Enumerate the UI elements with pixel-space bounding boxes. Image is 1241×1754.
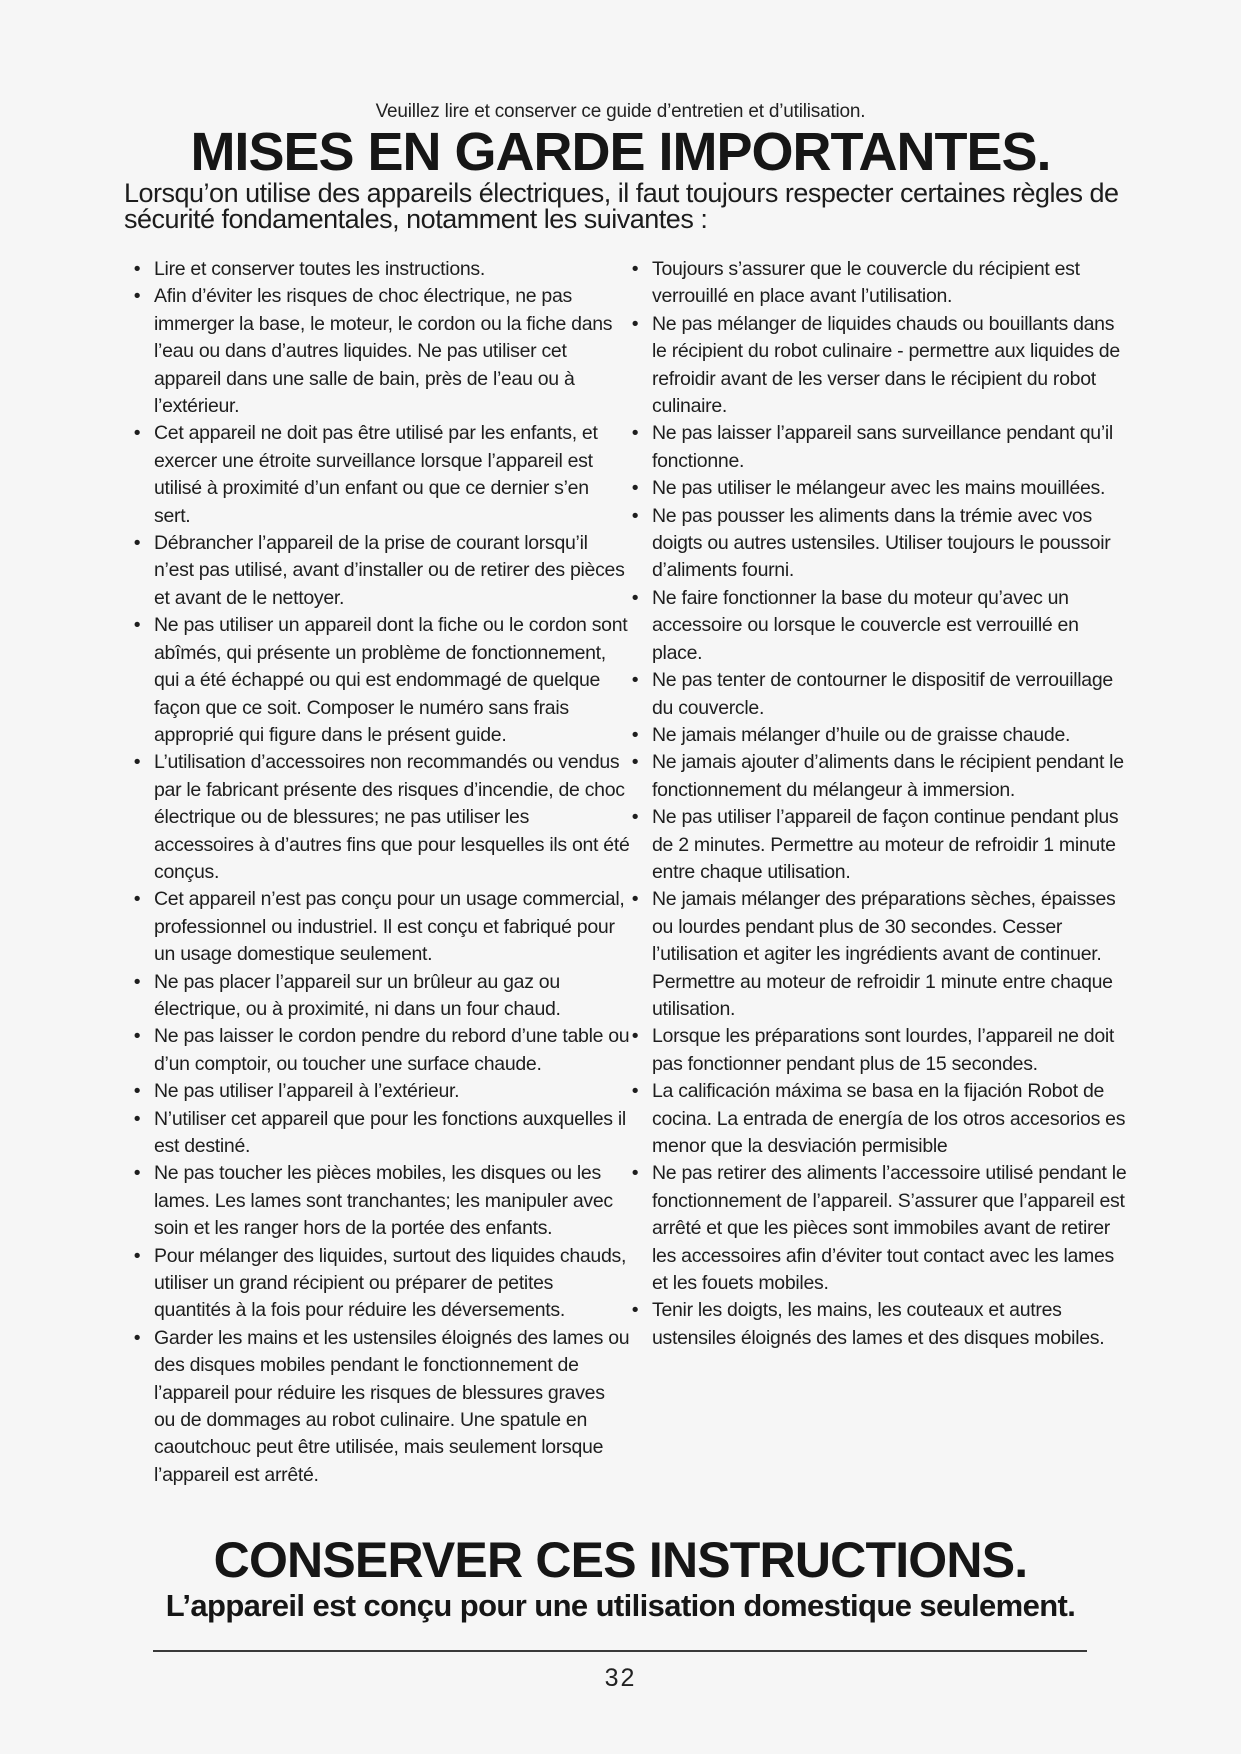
list-item-text: Lire et conserver toutes les instructions. [154,258,485,280]
bullet-icon: • [133,1080,141,1103]
left-safety-list [130,256,630,1489]
list-item-text: Ne pas retirer des aliments l’accessoire utilisé pendant le fonctionnement de l’appareil. S’assurer que l’appareil est arrêté et que les pièces sont immobiles avant de retirer les accessoires afin d’éviter tout contact avec les lames et les fouets mobiles. [652,1162,1127,1295]
list-item [130,749,630,886]
bullet-icon: • [133,258,141,280]
list-item-text: Ne pas utiliser l’appareil à l’extérieur. [154,1080,460,1103]
list-item [130,969,630,1024]
bullet-icon: • [631,1025,639,1048]
bullet-icon: • [133,285,141,308]
list-item [628,1023,1128,1078]
list-item [628,503,1128,585]
list-item-text: Cet appareil n’est pas conçu pour un usage commercial, professionnel ou industriel. Il est conçu et fabriqué pour un usage domestique seulement. [154,888,625,966]
list-item-text: La calificación máxima se basa en la fijación Robot de cocina. La entrada de energía de los otros accesorios es menor que la desviación permisible [652,1080,1126,1157]
list-item-text: Ne jamais mélanger des préparations sèches, épaisses ou lourdes pendant plus de 30 secondes. Cesser l’utilisation et agiter les ingrédients avant de continuer. Permettre au moteur de refroidir 1 minute entre chaque utilisation. [652,888,1116,1020]
list-item-text: Ne pas utiliser un appareil dont la fiche ou le cordon sont abîmés, qui présente un problème de fonctionnement, qui a été échappé ou qui est endommagé de quelque façon que ce soit. Composer le numéro sans frais approprié qui figure dans le présent guide. [154,614,628,746]
list-item [130,283,630,420]
list-item-text: Ne pas mélanger de liquides chauds ou bouillants dans le récipient du robot culinaire - permettre aux liquides de refroidir avant de les verser dans le récipient du robot culinaire. [652,312,1120,418]
divider [153,1650,1087,1652]
list-item [628,256,1128,311]
list-item-text: Ne pas laisser l’appareil sans surveillance pendant qu’il fonctionne. [652,422,1113,472]
bullet-icon: • [631,888,639,911]
list-item-text: Ne jamais mélanger d’huile ou de graisse chaude. [652,723,1071,746]
page-number: 32 [604,1664,637,1692]
bullet-icon: • [631,477,639,500]
list-item-text: Ne pas utiliser l’appareil de façon continue pendant plus de 2 minutes. Permettre au moteur de refroidir 1 minute entre chaque utilisation. [652,806,1119,883]
bullet-icon: • [133,1326,141,1349]
list-item [130,1160,630,1242]
bullet-icon: • [631,806,639,829]
list-item-text: Toujours s’assurer que le couvercle du récipient est verrouillé en place avant l’utilisation. [652,258,1080,308]
bullet-icon: • [631,723,639,746]
list-item [130,1078,630,1105]
bullet-icon: • [631,422,639,445]
list-item-text: L’utilisation d’accessoires non recommandés ou vendus par le fabricant présente des risques d’incendie, de choc électrique ou de blessures; ne pas utiliser les accessoires à d’autres fins que pour lesquelles ils ont été conçus. [154,751,630,883]
list-item-text: Ne pas laisser le cordon pendre du rebord d’une table ou d’un comptoir, ou toucher une surface chaude. [154,1025,630,1075]
page-title: MISES EN GARDE IMPORTANTES. [190,122,1051,182]
list-item [628,1297,1128,1352]
bullet-icon: • [631,258,639,280]
list-item [628,1160,1128,1297]
list-item-text: Ne pas tenter de contourner le dispositif de verrouillage du couvercle. [652,669,1113,719]
footer-subtitle: L’appareil est conçu pour une utilisation domestique seulement. [165,1588,1076,1623]
list-item [130,886,630,968]
bullet-icon: • [631,1299,639,1322]
bullet-icon: • [631,312,639,335]
list-item-text: Garder les mains et les ustensiles éloignés des lames ou des disques mobiles pendant le fonctionnement de l’appareil pour réduire les risques de blessures graves ou de dommages au robot culinaire. Une spatule en caoutchouc peut être utilisée, mais seulement lorsque l’appareil est arrêté. [154,1326,630,1486]
list-item [130,1106,630,1161]
bullet-icon: • [133,1107,141,1130]
bullet-icon: • [133,532,141,555]
bullet-icon: • [133,888,141,911]
list-item [130,530,630,612]
bullet-icon: • [631,751,639,774]
bullet-icon: • [133,1244,141,1267]
list-item [130,1243,630,1325]
list-item-text: Cet appareil ne doit pas être utilisé par les enfants, et exercer une étroite surveillance lorsque l’appareil est utilisé à proximité d’un enfant ou que ce dernier s’en sert. [154,422,598,527]
bullet-icon: • [631,1080,639,1103]
bullet-icon: • [133,614,141,637]
bullet-icon: • [133,970,141,993]
list-item-text: Ne faire fonctionner la base du moteur qu’avec un accessoire ou lorsque le couvercle est verrouillé en place. [652,586,1079,664]
list-item [628,311,1128,421]
list-item [628,475,1128,502]
list-item [628,585,1128,667]
list-item-text: N’utiliser cet appareil que pour les fonctions auxquelles il est destiné. [154,1107,626,1157]
bullet-icon: • [133,422,141,445]
list-item-text: Afin d’éviter les risques de choc électrique, ne pas immerger la base, le moteur, le cordon ou la fiche dans l’eau ou dans d’autres liquides. Ne pas utiliser cet appareil dans une salle de bain, près de l’eau ou à l’extérieur. [154,285,613,418]
list-item [130,1023,630,1078]
list-item [130,420,630,530]
list-item-text: Lorsque les préparations sont lourdes, l’appareil ne doit pas fonctionner pendant plus de 15 secondes. [652,1025,1115,1075]
list-item-text: Pour mélanger des liquides, surtout des liquides chauds, utiliser un grand récipient ou préparer de petites quantités à la fois pour réduire les déversements. [154,1244,627,1322]
list-item [628,722,1128,749]
list-item [628,749,1128,804]
bullet-icon: • [631,669,639,692]
list-item-text: Ne pas placer l’appareil sur un brûleur au gaz ou électrique, ou à proximité, ni dans un four chaud. [154,970,561,1020]
intro-text: Veuillez lire et conserver ce guide d’entretien et d’utilisation. [375,101,866,122]
list-item [628,667,1128,722]
lead-paragraph: Lorsqu’on utilise des appareils électriques, il faut toujours respecter certaines règles de sécurité fondamentales, notamment les suivantes : [124,178,1119,234]
list-item-text: Tenir les doigts, les mains, les couteaux et autres ustensiles éloignés des lames et des disques mobiles. [652,1299,1105,1349]
list-item [628,1078,1128,1160]
bullet-icon: • [133,1025,141,1048]
list-item [130,256,630,283]
list-item [628,420,1128,475]
bullet-icon: • [631,586,639,609]
list-item [628,804,1128,886]
right-safety-list [628,256,1128,1352]
list-item-text: Ne pas utiliser le mélangeur avec les mains mouillées. [652,477,1106,500]
bullet-icon: • [133,1162,141,1185]
list-item [628,886,1128,1023]
footer-title: CONSERVER CES INSTRUCTIONS. [213,1532,1028,1588]
list-item-text: Débrancher l’appareil de la prise de courant lorsqu’il n’est pas utilisé, avant d’installer ou de retirer des pièces et avant de le nettoyer. [154,532,625,609]
list-item-text: Ne pas toucher les pièces mobiles, les disques ou les lames. Les lames sont tranchantes; les manipuler avec soin et les ranger hors de la portée des enfants. [154,1162,613,1240]
list-item [130,612,630,749]
bullet-icon: • [133,751,141,774]
list-item-text: Ne jamais ajouter d’aliments dans le récipient pendant le fonctionnement du mélangeur à immersion. [652,751,1124,801]
list-item [130,1325,630,1489]
list-item-text: Ne pas pousser les aliments dans la trémie avec vos doigts ou autres ustensiles. Utiliser toujours le poussoir d’aliments fourni. [652,504,1111,582]
bullet-icon: • [631,504,639,527]
bullet-icon: • [631,1162,639,1185]
